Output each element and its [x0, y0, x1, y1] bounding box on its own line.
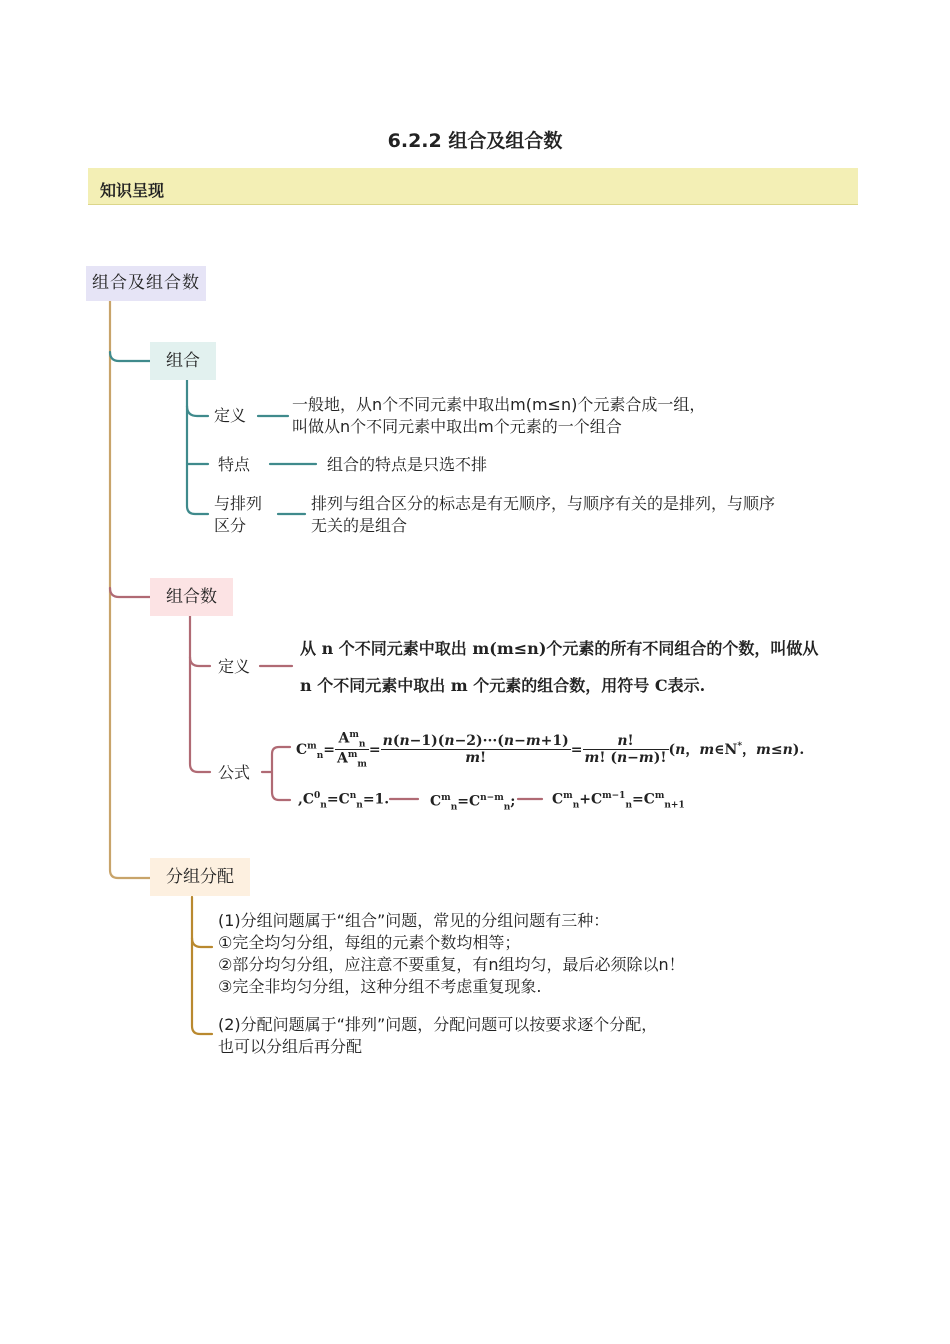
formula-property-3: $C^m_n+C^{m-1}_n=C^m_{n+1}$ [552, 791, 685, 811]
combination-feature-text: 组合的特点是只选不排 [327, 455, 488, 474]
combination-feature-label: 特点 [218, 455, 251, 474]
branch2-spine [190, 616, 210, 772]
branch-combination-number: 组合数 [150, 578, 233, 616]
branch1-to-def [187, 406, 208, 416]
trunk-line [110, 301, 150, 878]
grouping-p1-line2: ①完全均匀分组，每组的元素个数均相等； [218, 933, 521, 952]
comb-number-formula-label: 公式 [218, 763, 251, 782]
combination-diff-line2: 无关的是组合 [311, 516, 408, 535]
comb-number-def-label: 定义 [218, 657, 251, 676]
combination-def-line2: 叫做从n个不同元素中取出m个元素的一个组合 [292, 417, 622, 436]
comb-number-def-line2: n 个不同元素中取出 m 个元素的组合数，用符号 C表示. [300, 676, 706, 695]
branch-grouping-distribution: 分组分配 [150, 858, 250, 896]
grouping-p1-line3: ②部分均匀分组，应注意不要重复，有n组均匀，最后必须除以n！ [218, 955, 685, 974]
combination-diff-line1: 排列与组合区分的标志是有无顺序，与顺序有关的是排列，与顺序 [311, 494, 776, 513]
branch3-to-p1 [192, 938, 212, 947]
combination-diff-label-1: 与排列 [214, 494, 263, 513]
branch3-spine [192, 897, 212, 1034]
combination-diff-label-2: 区分 [214, 516, 247, 535]
grouping-p2-line2: 也可以分组后再分配 [218, 1037, 363, 1056]
formula-property-1: $,C^0_n=C^n_n=1$. [298, 791, 390, 811]
formula-property-2: $C^m_n=C^{n-m}_n$; [430, 793, 516, 813]
combination-def-line1: 一般地，从n个不同元素中取出m(m≤n)个元素合成一组， [292, 395, 706, 414]
formula-bracket [262, 747, 290, 800]
comb-number-def-line1: 从 n 个不同元素中取出 m(m≤n)个元素的所有不同组合的个数，叫做从 [300, 639, 819, 658]
section-header-label: 知识呈现 [100, 181, 165, 200]
trunk-to-branch1 [110, 352, 150, 361]
mindmap-root-node: 组合及组合数 [86, 266, 206, 301]
combination-formula: $C^m_n=$ $\frac{A^m_n}{A^m_m}$ = $\frac{n(n-1)(n-2)\cdot\cdot\cdot(n-m+1)}{m!}$ = $\frac{n!}{m! (n-m)!}$ (n，m∈N*，m≤n). [296, 730, 805, 770]
branch-combination: 组合 [150, 342, 216, 380]
trunk-to-branch2 [110, 588, 150, 597]
section-header-bar [88, 168, 858, 205]
grouping-p2-line1: (2)分配问题属于“排列”问题，分配问题可以按要求逐个分配， [218, 1015, 658, 1034]
grouping-p1-line4: ③完全非均匀分组，这种分组不考虑重复现象. [218, 977, 542, 996]
combination-def-label: 定义 [214, 406, 247, 425]
page-title: 6.2.2 组合及组合数 [387, 130, 563, 152]
grouping-p1-line1: (1)分组问题属于“组合”问题，常见的分组问题有三种： [218, 911, 610, 930]
branch2-to-def [190, 657, 210, 666]
branch1-spine [187, 380, 208, 514]
